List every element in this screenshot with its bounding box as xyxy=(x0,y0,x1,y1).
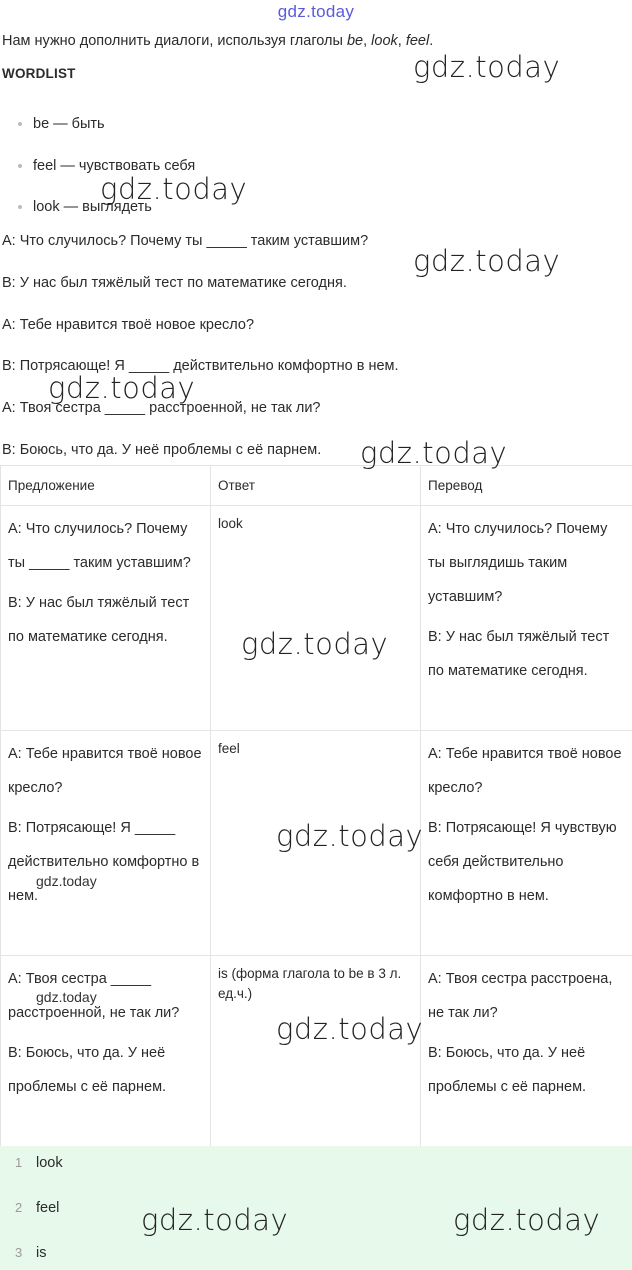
watermark: gdz.today xyxy=(141,1203,289,1237)
verb-be: be xyxy=(346,33,364,49)
table-row xyxy=(1,506,632,731)
dialog-line: A: Тебе нравится твоё новое кресло? xyxy=(2,316,255,333)
watermark-top: gdz.today xyxy=(277,2,355,21)
intro-text: Нам нужно дополнить диалоги, используя глаголы be, look, feel. xyxy=(2,33,434,49)
list-item: be — быть xyxy=(18,116,195,158)
translation-cell: A: Что случилось? Почему ты выглядишь таким уставшим? B: У нас был тяжёлый тест по математике сегодня. xyxy=(421,506,632,731)
watermark: gdz.today xyxy=(453,1203,601,1237)
header-translation: Перевод xyxy=(421,466,632,506)
answer-number: 3 xyxy=(15,1245,23,1260)
dialog-line: A: Что случилось? Почему ты _____ таким уставшим? xyxy=(2,233,369,249)
answer-text: look xyxy=(36,1155,63,1171)
dialog-line: A: Твоя сестра _____ расстроенной, не так ли? xyxy=(2,400,321,417)
dialog xyxy=(2,233,399,484)
dialog-line: B: Боюсь, что да. У неё проблемы с её парнем. xyxy=(2,441,322,458)
sentence-cell: A: Тебе нравится твоё новое кресло? B: Потрясающе! Я _____ действительно комфортно в нем. xyxy=(1,731,211,956)
sentence-cell: A: Твоя сестра _____ расстроенной, не так ли? B: Боюсь, что да. У неё проблемы с её парнем. xyxy=(1,956,211,1147)
answer-text: is xyxy=(36,1245,47,1261)
header-answer: Ответ xyxy=(211,466,421,506)
table-row xyxy=(1,956,632,1147)
watermark-small: gdz.today xyxy=(36,873,97,889)
bullet-icon xyxy=(18,205,22,209)
answer-text: feel xyxy=(36,1200,60,1216)
watermark: gdz.today xyxy=(413,244,561,278)
wordlist-title: WORDLIST xyxy=(2,66,76,81)
bullet-icon xyxy=(18,164,22,168)
watermark: gdz.today xyxy=(276,819,424,853)
answer-number: 2 xyxy=(15,1200,23,1215)
watermark: gdz.today xyxy=(276,1012,424,1046)
header-sentence: Предложение xyxy=(1,466,211,506)
watermark: gdz.today xyxy=(241,627,389,661)
translation-cell: A: Тебе нравится твоё новое кресло? B: Потрясающе! Я чувствую себя действительно комфортно в нем. xyxy=(421,731,632,956)
list-item: feel — чувствовать себя xyxy=(18,158,195,200)
verb-look: look xyxy=(371,33,398,49)
answer-number: 1 xyxy=(15,1155,23,1170)
sentence-cell: A: Что случилось? Почему ты _____ таким уставшим? B: У нас был тяжёлый тест по математике сегодня. xyxy=(1,506,211,731)
watermark: gdz.today xyxy=(360,436,508,470)
watermark: gdz.today xyxy=(413,50,561,84)
watermark: gdz.today xyxy=(100,172,248,206)
list-item: look — выглядеть xyxy=(18,199,195,241)
bullet-icon xyxy=(18,122,22,126)
table-header-row xyxy=(1,466,632,506)
dialog-line: B: Потрясающе! Я _____ действительно комфортно в нем. xyxy=(2,358,399,375)
watermark: gdz.today xyxy=(48,371,196,405)
translation-cell: A: Твоя сестра расстроена, не так ли? B: Боюсь, что да. У неё проблемы с её парнем. xyxy=(421,956,632,1147)
answer-cell: look xyxy=(211,506,421,731)
verb-feel: feel xyxy=(405,33,430,49)
answer-cell: feel xyxy=(211,731,421,956)
dialog-line: B: У нас был тяжёлый тест по математике сегодня. xyxy=(2,274,347,291)
watermark-small: gdz.today xyxy=(36,989,97,1005)
answer-cell: is (форма глагола to be в 3 л. ед.ч.) xyxy=(211,956,421,1147)
